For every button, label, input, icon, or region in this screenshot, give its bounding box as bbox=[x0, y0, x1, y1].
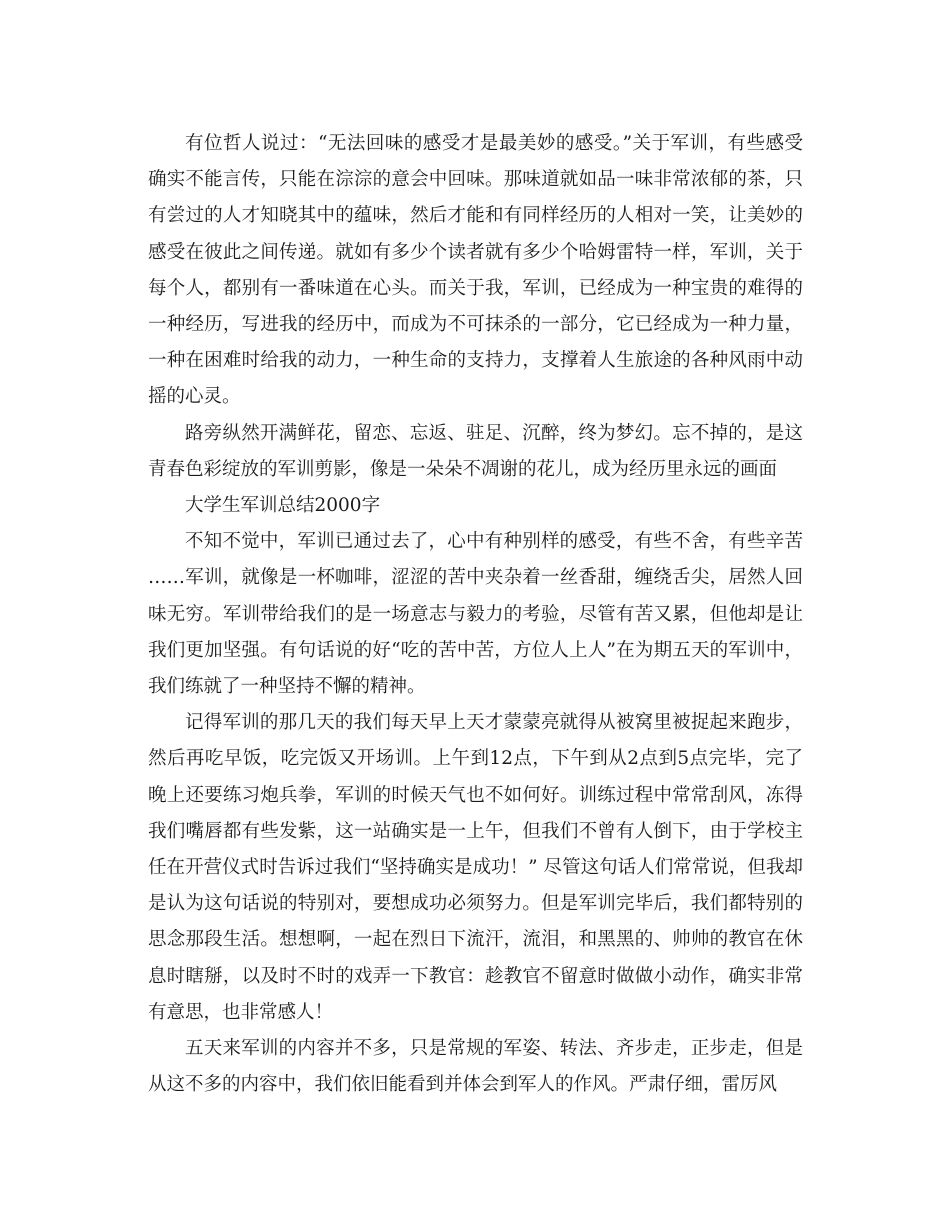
section-title: 大学生军训总结2000字 bbox=[185, 495, 381, 517]
paragraph-unaware: 不知不觉中，军训已通过去了，心中有种别样的感受，有些不舍，有些辛苦……军训，就像是一杯咖啡，涩涩的苦中夹杂着一丝香甜，缠绕舌尖，居然人回味无穷。军训带给我们的是一场意志与毅力的考验，尽管有苦又累，但他却是让我们更加坚强。有句话说的好“吃的苦中苦，方位人上人”在为期五天的军训中，我们练就了一种坚持不懈的精神。 bbox=[148, 531, 803, 698]
paragraph-five-days: 五天来军训的内容并不多，只是常规的军姿、转法、齐步走，正步走，但是从这不多的内容中，我们依旧能看到并体会到军人的作风。严肃仔细，雷厉风 bbox=[148, 1038, 803, 1096]
paragraph-roadside-flowers: 路旁纵然开满鲜花，留恋、忘返、驻足、沉醉，终为梦幻。忘不掉的，是这青春色彩绽放的军训剪影，像是一朵朵不凋谢的花儿，成为经历里永远的画面 bbox=[148, 422, 803, 480]
paragraph-philosopher-quote: 有位哲人说过：“无法回味的感受才是最美妙的感受。”关于军训，有些感受确实不能言传，只能在淙淙的意会中回味。那味道就如品一味非常浓郁的茶，只有尝过的人才知晓其中的蕴味，然后才能和有同样经历的人相对一笑，让美妙的感受在彼此之间传递。就如有多少个读者就有多少个哈姆雷特一样，军训，关于每个人，都别有一番味道在心头。而关于我，军训，已经成为一种宝贵的难得的一种经历，写进我的经历中，而成为不可抹杀的一部分，它已经成为一种力量，一种在困难时给我的动力，一种生命的支持力，支撑着人生旅途的各种风雨中动摇的心灵。 bbox=[148, 133, 803, 408]
document-body bbox=[148, 126, 803, 1103]
paragraph-remember-training: 记得军训的那几天的我们每天早上天才蒙蒙亮就得从被窝里被捉起来跑步，然后再吃早饭，吃完饭又开场训。上午到12点，下午到从2点到5点完毕，完了晚上还要练习炮兵拳，军训的时候天气也不如何好。训练过程中常常刮风，冻得我们嘴唇都有些发紫，这一站确实是一上午，但我们不曾有人倒下，由于学校主任在开营仪式时告诉过我们“坚持确实是成功！” 尽管这句话人们常常说，但我却是认为这句话说的特别对，要想成功必须努力。但是军训完毕后，我们都特别的思念那段生活。想想啊，一起在烈日下流汗，流泪，和黑黑的、帅帅的教官在休息时瞎掰，以及时不时的戏弄一下教官：趁教官不留意时做做小动作，确实非常有意思，也非常感人！ bbox=[148, 712, 803, 1023]
